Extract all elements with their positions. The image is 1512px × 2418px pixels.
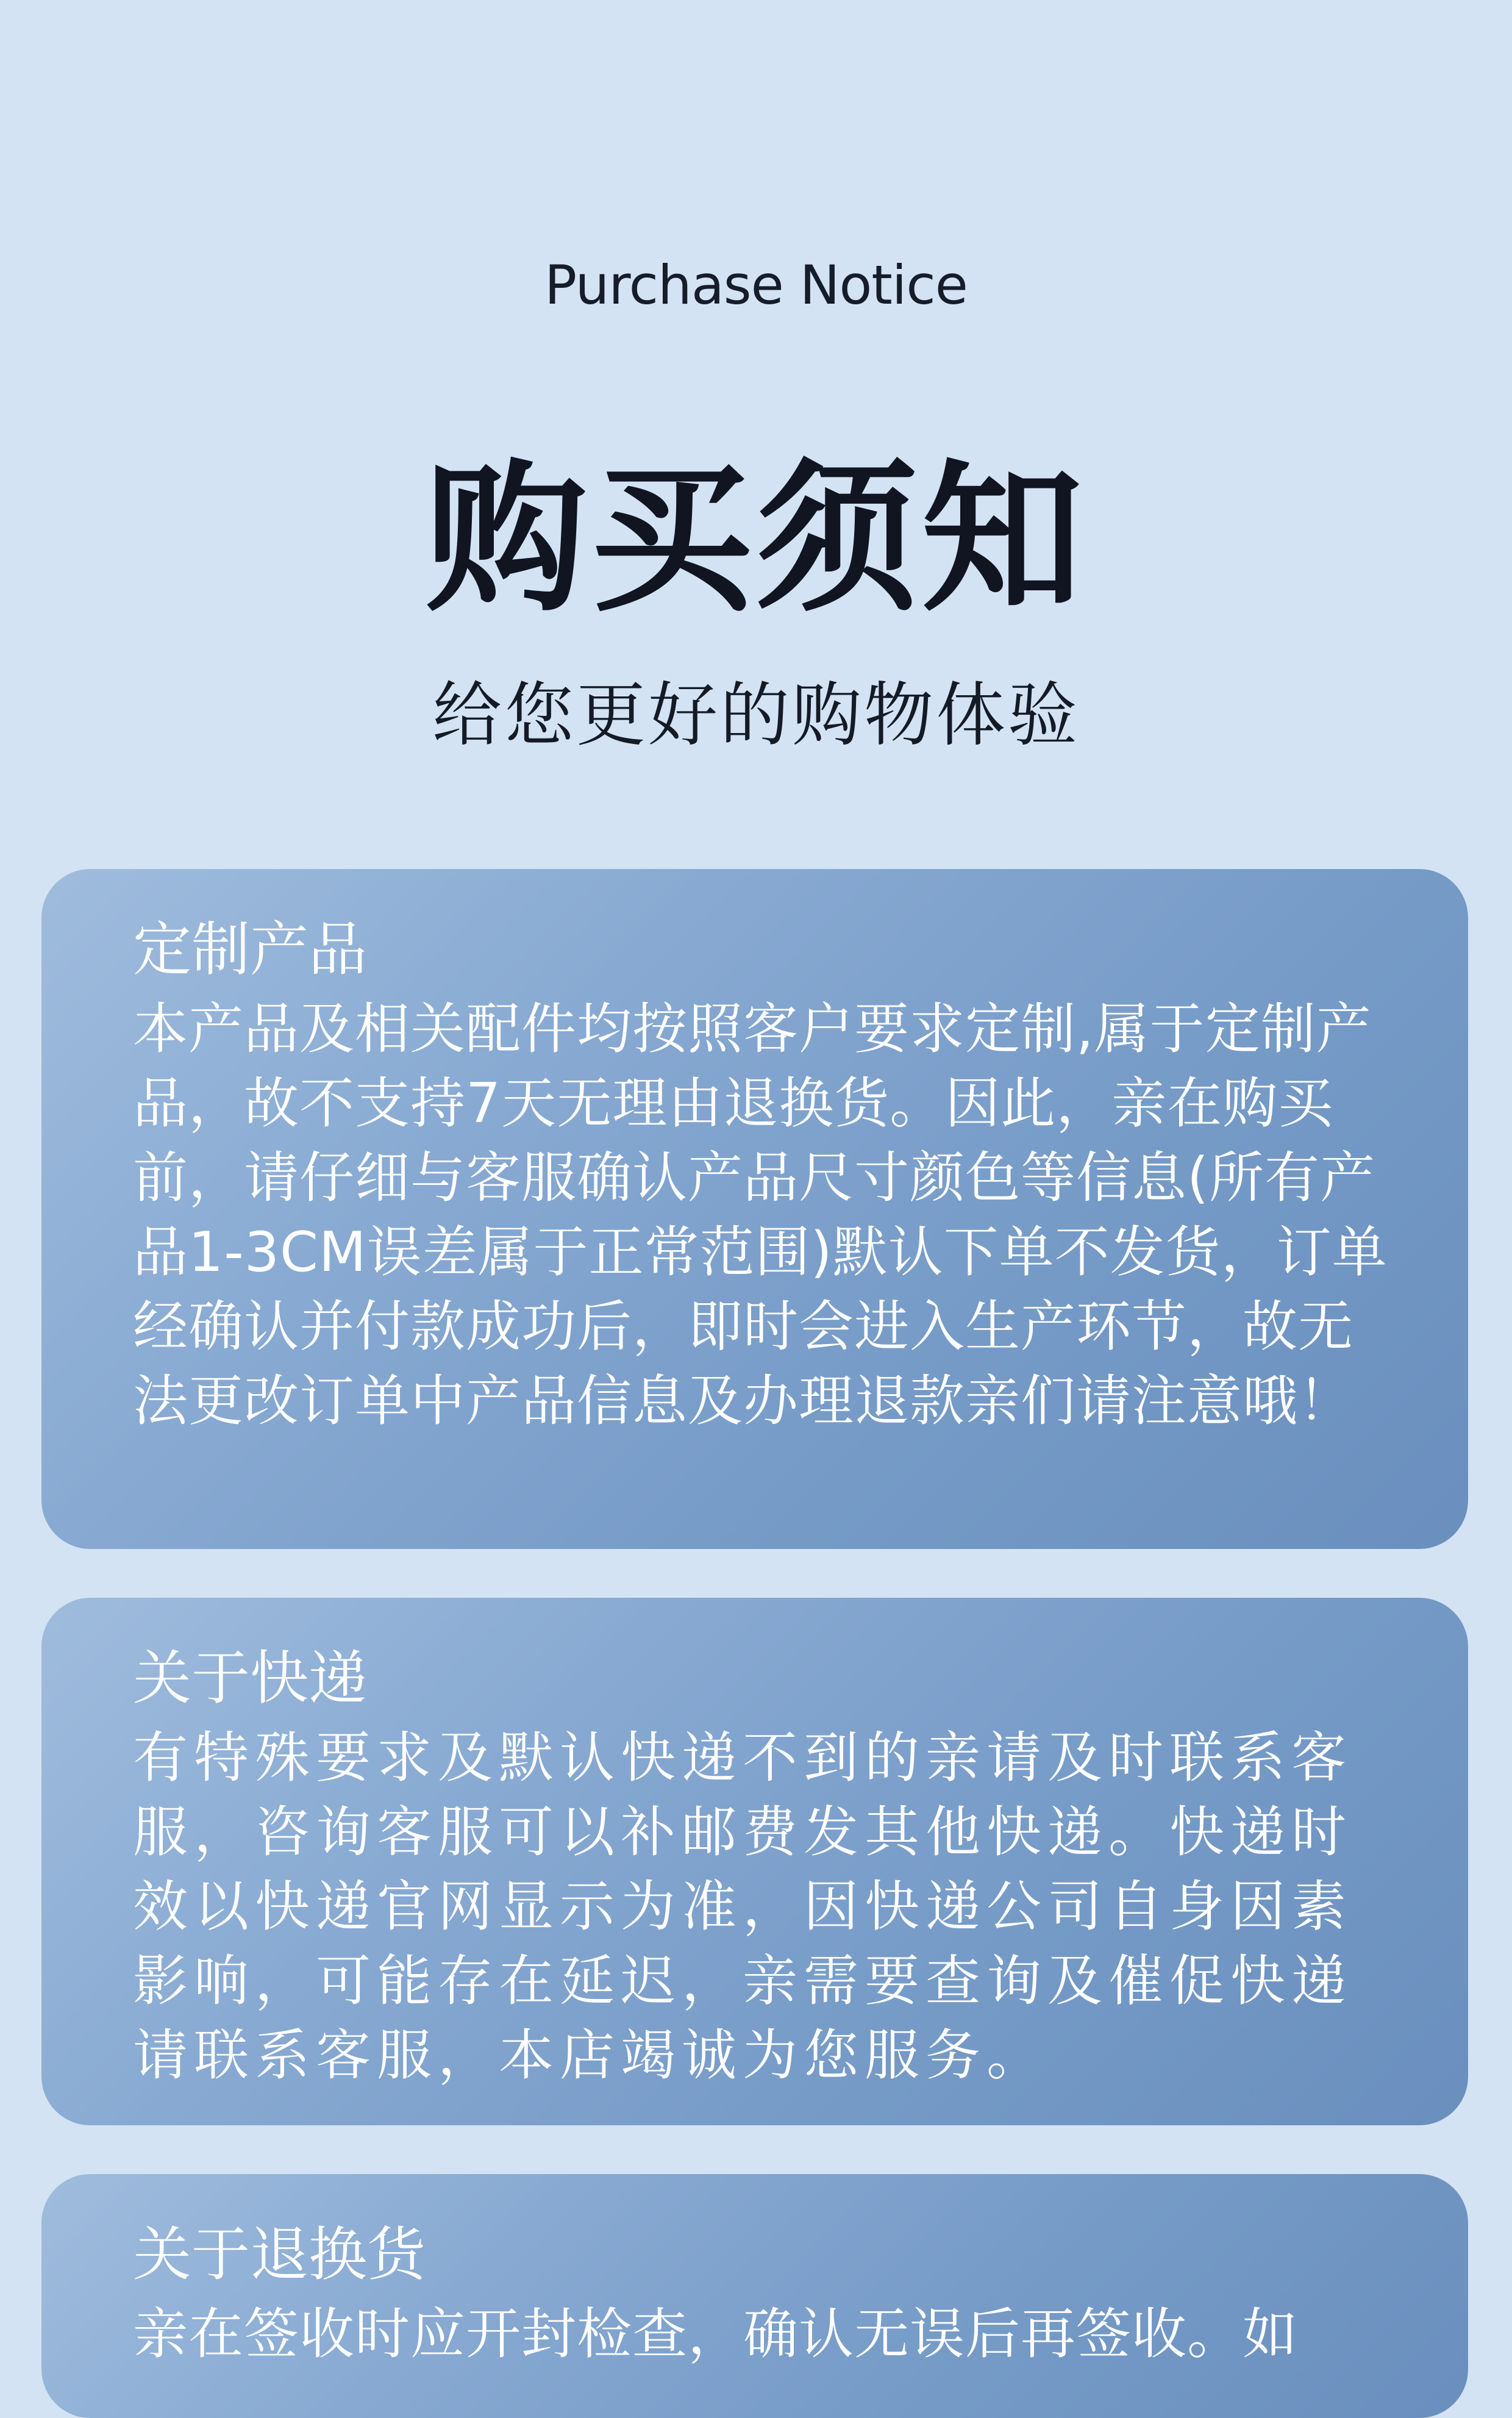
card-body: 有特殊要求及默认快递不到的亲请及时联系客服，咨询客服可以补邮费发其他快递。快递时效以快递官网显示为准，因快递公司自身因素影响，可能存在延迟，亲需要查询及催促快递请联系客服，本店竭诚为您服务。 [133, 1726, 1352, 2087]
page-tagline: 给您更好的购物体验 [432, 674, 1080, 756]
shipping-card [41, 1598, 1468, 2125]
card-body: 亲在签收时应开封检查，确认无误后再签收。如 [133, 2302, 1298, 2366]
english-title: Purchase Notice [544, 254, 968, 317]
card-body: 本产品及相关配件均按照客户要求定制,属于定制产品，故不支持7天无理由退换货。因此，亲在购买前，请仔细与客服确认产品尺寸颜色等信息(所有产品1-3CM误差属于正常范围)默认下单不发货，订单经确认并付款成功后，即时会进入生产环节，故无法更改订单中产品信息及办理退款亲们请注意哦！ [133, 997, 1388, 1433]
custom-product-card [41, 869, 1468, 1549]
page-title: 购买须知 [426, 446, 1086, 634]
returns-card [41, 2174, 1468, 2418]
card-title: 定制产品 [133, 915, 367, 984]
card-title: 关于快递 [133, 1644, 367, 1712]
card-title: 关于退换货 [133, 2220, 426, 2289]
